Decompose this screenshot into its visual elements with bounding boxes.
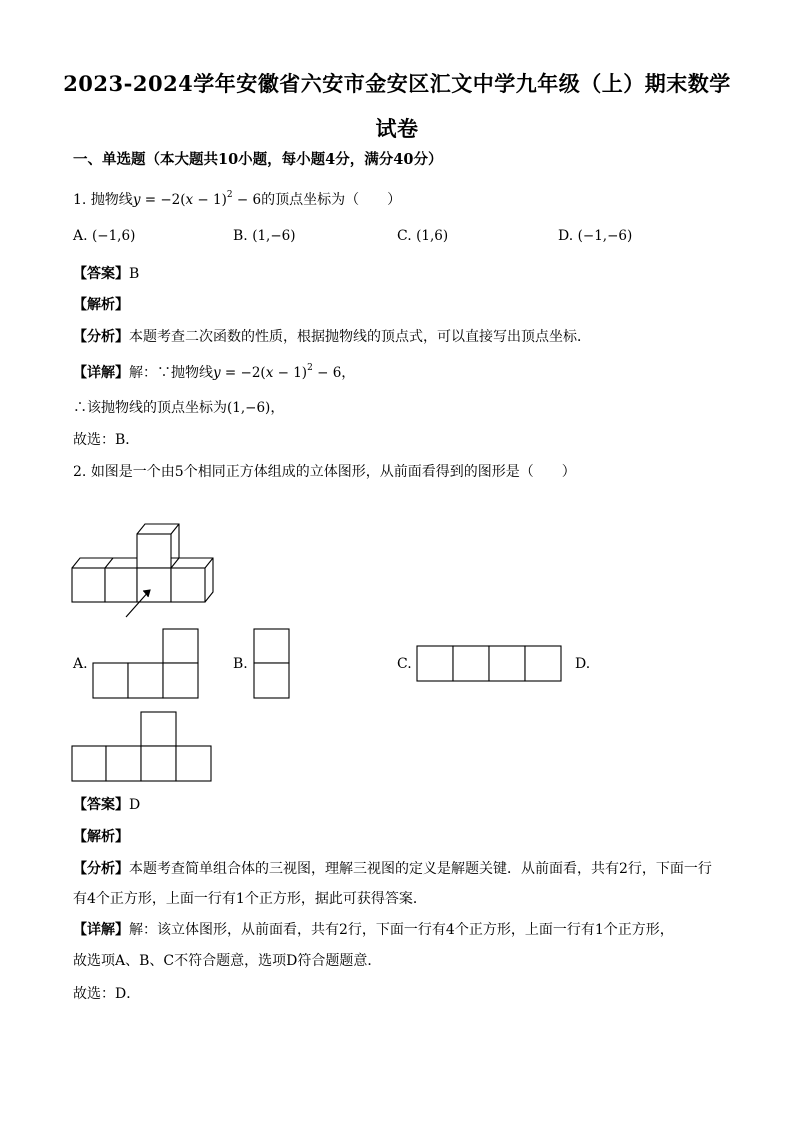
q1-fenxi: 【分析】本题考查二次函数的性质，根据抛物线的顶点式，可以直接写出顶点坐标． (73, 329, 591, 345)
q2-option-d-label: D. (575, 656, 591, 672)
q2-option-c-figure (417, 646, 563, 683)
q2-analysis-tag: 【解析】 (73, 829, 129, 845)
q2-option-b-label: B. (233, 656, 248, 672)
q2-answer: 【答案】D (73, 797, 141, 813)
bottom-row-depth (72, 558, 137, 568)
q2-detail-line2: 故选项A、B、C不符合题意，选项D符合题题意． (73, 953, 382, 969)
q2-option-d-figure (72, 712, 212, 782)
paper-title-line1: 2023-2024学年安徽省六安市金安区汇文中学九年级（上）期末数学 (63, 71, 731, 96)
bottom-cube-4 (171, 568, 205, 602)
q2-stem: 2. 如图是一个由5个相同正方体组成的立体图形，从前面看得到的图形是（ ） (73, 464, 576, 480)
q2-fenxi-line2: 有4个正方形，上面一行有1个正方形，据此可获得答案． (73, 891, 427, 907)
section-heading: 一、单选题（本大题共10小题，每小题4分，满分40分） (73, 151, 443, 168)
q1-answer: 【答案】B (73, 266, 140, 282)
q1-option-b: B. (1,−6) (233, 228, 296, 244)
q2-fenxi-line1: 【分析】本题考查简单组合体的三视图，理解三视图的定义是解题关键．从前面看，共有2行，下面一行 (73, 861, 712, 877)
q2-option-b-figure (254, 629, 291, 699)
q1-choose: 故选：B． (73, 432, 140, 448)
q1-analysis-tag: 【解析】 (73, 297, 129, 313)
q1-option-a: A. (−1,6) (73, 228, 136, 244)
q1-option-c: C. (1,6) (397, 228, 449, 244)
q1-number: 1. (73, 192, 87, 208)
q2-option-c-label: C. (397, 656, 412, 672)
q1-stem (73, 190, 401, 210)
q1-formula: $y = -2(x - 1)^2 - 6$ (132, 190, 262, 208)
q2-detail-line1: 【详解】解：该立体图形，从前面看，共有2行，下面一行有4个正方形，上面一行有1个正方形， (73, 922, 674, 938)
q2-choose: 故选：D． (73, 986, 141, 1002)
q1-detail: 【详解】解：∵抛物线$y = -2(x - 1)^2 - 6$， (73, 363, 356, 381)
view-direction-arrow (124, 586, 154, 620)
q1-prefix: 抛物线 (90, 192, 133, 208)
q1-suffix: 的顶点坐标为（ ） (261, 192, 402, 208)
top-cube-front (137, 534, 171, 568)
paper-title-line2: 试卷 (375, 116, 419, 141)
q1-option-d: D. (−1,−6) (558, 228, 633, 244)
q2-option-a-label: A. (73, 656, 88, 672)
q2-option-a-figure (93, 629, 199, 699)
q1-therefore: ∴该抛物线的顶点坐标为(1,−6)， (73, 400, 285, 416)
bottom-cube-1 (72, 568, 105, 602)
